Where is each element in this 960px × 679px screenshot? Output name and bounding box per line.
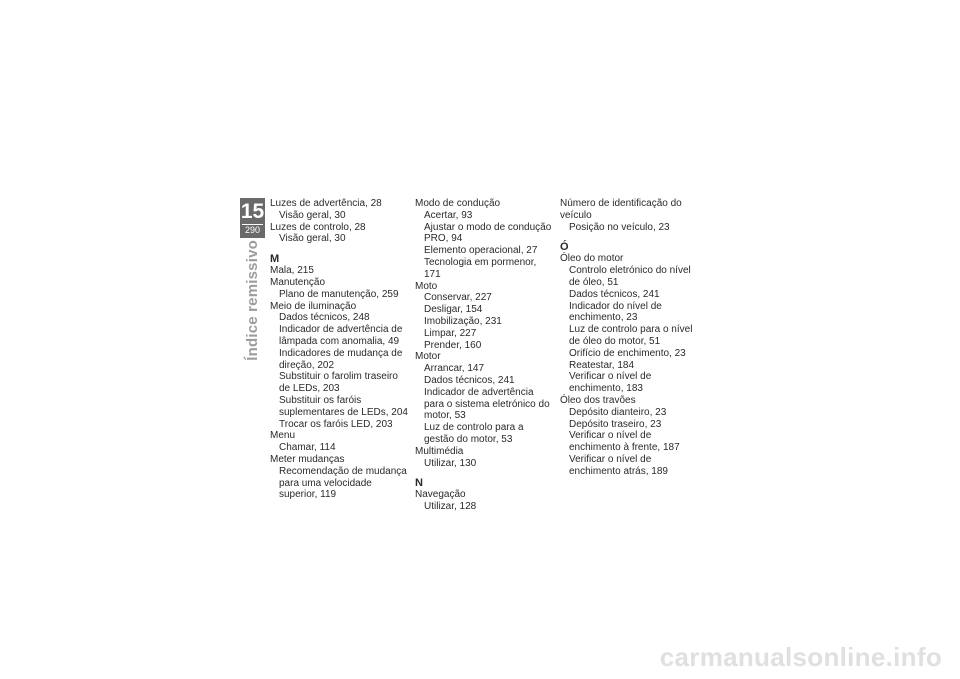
index-subentry: Arrancar, 147 [424, 363, 485, 375]
index-heading: Meio de iluminação [270, 300, 357, 312]
index-subentry: Desligar, 154 [424, 304, 483, 316]
index-subentry: Verificar o nível de enchimento à frente, 187 [569, 430, 680, 454]
index-heading: Menu [270, 430, 296, 442]
index-subentry: Acertar, 93 [424, 209, 473, 221]
section-letter: M [270, 253, 280, 266]
index-heading: Navegação [415, 489, 466, 501]
index-subentry: Substituir os faróis suplementares de LEDs, 204 [279, 394, 408, 418]
index-heading: Modo de condução [415, 198, 501, 209]
index-subentry: Luz de controlo para o nível de óleo do motor, 51 [569, 324, 693, 347]
index-heading: Óleo dos travões [560, 394, 636, 406]
chapter-title: Índice remissivo [244, 240, 261, 361]
index-subentry: Luz de controlo para a gestão do motor, 53 [424, 422, 524, 445]
index-subentry: Visão geral, 30 [279, 233, 346, 245]
index-heading: Número de identificação do veículo [560, 198, 682, 221]
index-subentry: Utilizar, 130 [424, 457, 477, 469]
index-column-1 [270, 198, 410, 501]
page-number: 290 [242, 224, 263, 236]
index-subentry: Depósito dianteiro, 23 [569, 406, 667, 418]
section-letter: N [415, 477, 423, 490]
index-subentry: Posição no veículo, 23 [569, 221, 670, 233]
index-subentry: Imobilização, 231 [424, 315, 502, 327]
section-letter: Ó [560, 241, 569, 254]
index-subentry: Reatestar, 184 [569, 359, 635, 371]
index-subentry: Tecnologia em pormenor, 171 [424, 256, 537, 280]
index-heading: Moto [415, 280, 438, 292]
index-subentry: Verificar o nível de enchimento, 183 [569, 371, 652, 395]
index-subentry: Chamar, 114 [279, 442, 336, 454]
index-subentry: Trocar os faróis LED, 203 [279, 418, 393, 430]
index-heading: Meter mudanças [270, 453, 345, 465]
index-heading: Mala, 215 [270, 265, 314, 277]
chapter-tab [240, 198, 265, 238]
index-subentry: Utilizar, 128 [424, 501, 477, 513]
index-subentry: Dados técnicos, 248 [279, 312, 370, 324]
index-subentry: Recomendação de mudança para uma velocidade superior, 119 [279, 465, 407, 501]
index-subentry: Plano de manutenção, 259 [279, 288, 399, 300]
index-subentry: Controlo eletrónico do nível de óleo, 51 [569, 265, 691, 288]
index-subentry: Dados técnicos, 241 [569, 288, 660, 300]
index-subentry: Indicadores de mudança de direção, 202 [279, 347, 403, 371]
index-heading: Óleo do motor [560, 253, 624, 265]
index-heading: Motor [415, 351, 441, 363]
index-subentry: Ajustar o modo de condução PRO, 94 [424, 221, 552, 245]
index-heading: Luzes de advertência, 28 [270, 198, 382, 209]
index-heading: Manutenção [270, 276, 326, 288]
index-subentry: Visão geral, 30 [279, 209, 346, 221]
chapter-number: 15 [240, 200, 265, 223]
index-subentry: Indicador do nível de enchimento, 23 [569, 300, 662, 324]
index-heading: Luzes de controlo, 28 [270, 221, 366, 233]
index-subentry: Depósito traseiro, 23 [569, 418, 662, 430]
index-subentry: Indicador de advertência de lâmpada com anomalia, 49 [279, 324, 403, 347]
index-subentry: Dados técnicos, 241 [424, 374, 515, 386]
index-column-2 [415, 198, 555, 513]
index-subentry: Elemento operacional, 27 [424, 245, 538, 257]
index-subentry: Indicador de advertência para o sistema eletrónico do motor, 53 [424, 386, 550, 422]
index-subentry: Orifício de enchimento, 23 [569, 347, 686, 359]
index-subentry: Substituir o farolim traseiro de LEDs, 203 [279, 371, 398, 395]
index-subentry: Verificar o nível de enchimento atrás, 189 [569, 453, 668, 477]
index-subentry: Limpar, 227 [424, 327, 477, 339]
index-heading: Multimédia [415, 445, 464, 457]
index-column-3 [560, 198, 700, 478]
index-subentry: Conservar, 227 [424, 292, 492, 304]
watermark: carmanualsonline.info [659, 642, 942, 672]
index-subentry: Prender, 160 [424, 339, 482, 351]
